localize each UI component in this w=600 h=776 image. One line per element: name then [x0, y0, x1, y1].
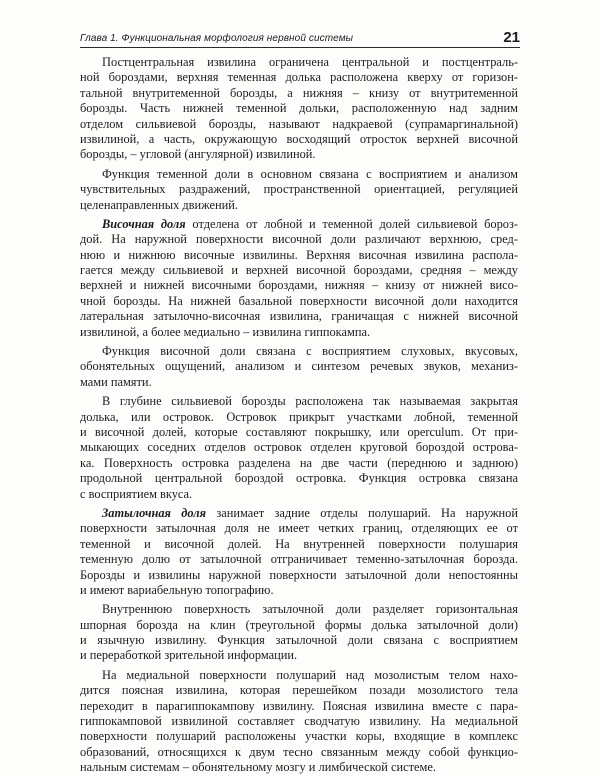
line-text: обонятельных ощущений, анализом и синтезом речевых звуков, механиз- — [80, 359, 518, 374]
text-line — [80, 309, 518, 324]
text-line — [80, 101, 518, 116]
text-line — [80, 648, 518, 663]
line-text: и имеют вариабельную топографию. — [80, 582, 274, 597]
line-text: отделена от лобной и теменной долей сильвиевой бороз- — [185, 216, 518, 231]
line-text: борозды. Часть нижней теменной дольки, расположенную над задним — [80, 101, 518, 116]
text-line — [80, 425, 518, 440]
line-text: Борозды и извилины наружной поверхности затылочной доли непостоянны — [80, 567, 518, 582]
line-text: дится поясная извилина, которая перешейком позади мозолистого тела — [80, 683, 518, 698]
line-text: ной бороздами, верхняя теменная долька расположена кверху от горизон- — [80, 70, 518, 85]
text-line — [80, 633, 518, 648]
line-text: Постцентральная извилина ограничена центральной и постцентраль- — [102, 55, 518, 69]
line-text: занимает задние отделы полушарий. На наружной — [206, 505, 518, 520]
line-text: ка. Поверхность островка разделена на две части (переднюю и заднюю) — [80, 455, 518, 470]
line-text: извилиной, а часть, окружающую восходящий отросток верхней височной — [80, 131, 518, 146]
line-text: гиппокамповой извилиной составляет сводчатую извилину. На медиальной — [80, 714, 518, 729]
text-line — [80, 167, 518, 182]
line-text: борозды, – угловой (ангулярной) извилиной. — [80, 147, 316, 162]
line-text: Функция височной доли связана с восприятием слуховых, вкусовых, — [102, 344, 518, 359]
text-line — [80, 487, 518, 502]
text-line — [80, 278, 518, 293]
text-line — [80, 568, 518, 583]
text-line — [80, 117, 518, 132]
line-text: нюю и нижнюю височные извилины. Верхняя височная извилина распола- — [80, 247, 518, 262]
paragraph — [80, 394, 518, 502]
paragraph — [80, 217, 518, 340]
text-line — [80, 147, 518, 162]
line-text: чувствительных раздражений, пространственной ориентацией, регуляцией — [80, 182, 518, 197]
body-text — [80, 55, 518, 776]
text-line — [80, 182, 518, 197]
line-text: Внутреннюю поверхность затылочной доли разделяет горизонтальная — [102, 602, 518, 617]
section-term: Затылочная доля — [102, 505, 207, 520]
line-text: гается между сильвиевой и верхней височной бороздами, средняя – между — [80, 263, 518, 278]
paragraph — [80, 167, 518, 213]
text-line — [80, 344, 518, 359]
line-text: образований, относящихся к двум тесно связанным между собой функцио- — [80, 744, 518, 759]
line-text: и язычную извилину. Функция затылочной доли связана с восприятием — [80, 633, 518, 648]
text-line — [80, 521, 518, 536]
line-text: мами памяти. — [80, 374, 152, 389]
page-number: 21 — [503, 29, 520, 46]
text-line — [80, 729, 518, 744]
line-text: долька, или островок. Островок прикрыт участками лобной, теменной — [80, 409, 518, 424]
text-line — [80, 70, 518, 85]
text-line — [80, 86, 518, 101]
line-text: шпорная борозда на клин (треугольной формы долька затылочной доли) — [80, 617, 518, 632]
line-text: нальным системам – обонятельному мозгу и лимбической системе. — [80, 760, 436, 775]
text-line — [80, 217, 518, 232]
line-text: На медиальной поверхности полушарий над мозолистым телом нахо- — [102, 667, 518, 682]
text-line — [80, 456, 518, 471]
text-line — [80, 248, 518, 263]
line-text: латеральная затылочно-височная извилина, граничащая с нижней височной — [80, 309, 518, 324]
line-text: с восприятием вкуса. — [80, 486, 193, 501]
line-text: В глубине сильвиевой борозды расположена так называемая закрытая — [102, 394, 518, 409]
paragraph — [80, 602, 518, 664]
section-term: Височная доля — [102, 216, 186, 231]
text-line — [80, 440, 518, 455]
paragraph — [80, 668, 518, 776]
text-line — [80, 683, 518, 698]
text-line — [80, 699, 518, 714]
text-line — [80, 552, 518, 567]
line-text: поверхности полушарий расположены участки коры, входящие в комплекс — [80, 729, 518, 744]
line-text: и височной долей, которые составляют покрышку, или operculum. От при- — [80, 424, 518, 439]
text-line — [80, 359, 518, 374]
paragraph — [80, 344, 518, 390]
chapter-title: Глава 1. Функциональная морфология нервной системы — [80, 33, 354, 44]
line-text: верхней и нижней височными бороздами, нижняя – книзу от нижней висо- — [80, 278, 518, 293]
text-line — [80, 471, 518, 486]
paragraph — [80, 55, 518, 163]
line-text: тальной внутритеменной борозды, а нижняя – книзу от внутритеменной — [80, 85, 518, 100]
line-text: отделом сильвиевой борозды, называют надкраевой (супрамаргинальной) — [80, 116, 518, 131]
text-line — [80, 668, 518, 683]
text-line — [80, 55, 518, 70]
line-text: переходит в парагиппокампову извилину. Поясная извилина вместе с пара- — [80, 698, 518, 713]
text-line — [80, 583, 518, 598]
line-text: теменную долю от затылочной отграничивает теменно-затылочная борозда. — [80, 552, 518, 567]
line-text: и переработкой зрительной информации. — [80, 648, 298, 663]
text-line — [80, 745, 518, 760]
line-text: чной борозды. На нижней базальной поверхности височной доли находится — [80, 293, 518, 308]
line-text: продольной центральной бороздой островка. Функция островка связана — [80, 471, 518, 486]
text-line — [80, 506, 518, 521]
text-line — [80, 232, 518, 247]
text-line — [80, 394, 518, 409]
text-line — [80, 760, 518, 775]
text-line — [80, 602, 518, 617]
text-line — [80, 375, 518, 390]
text-line — [80, 263, 518, 278]
text-line — [80, 537, 518, 552]
text-line — [80, 325, 518, 340]
text-line — [80, 198, 518, 213]
text-line — [80, 294, 518, 309]
text-line — [80, 410, 518, 425]
line-text: теменной и височной долей. На внутренней поверхности полушария — [80, 536, 518, 551]
text-line — [80, 618, 518, 633]
line-text: поверхности затылочная доля не имеет четких границ, отделяющих ее от — [80, 521, 518, 536]
paragraph — [80, 506, 518, 598]
line-text: мыкающих соседних отделов островок отделен круговой бороздой острова- — [80, 440, 518, 455]
running-header — [80, 25, 520, 48]
line-text: извилиной, а более медиально – извилина гиппокампа. — [80, 324, 371, 339]
text-line — [80, 132, 518, 147]
line-text: дой. На наружной поверхности височной доли различают верхнюю, сред- — [80, 232, 518, 247]
line-text: целенаправленных движений. — [80, 197, 239, 212]
text-line — [80, 714, 518, 729]
line-text: Функция теменной доли в основном связана с восприятием и анализом — [102, 166, 518, 181]
